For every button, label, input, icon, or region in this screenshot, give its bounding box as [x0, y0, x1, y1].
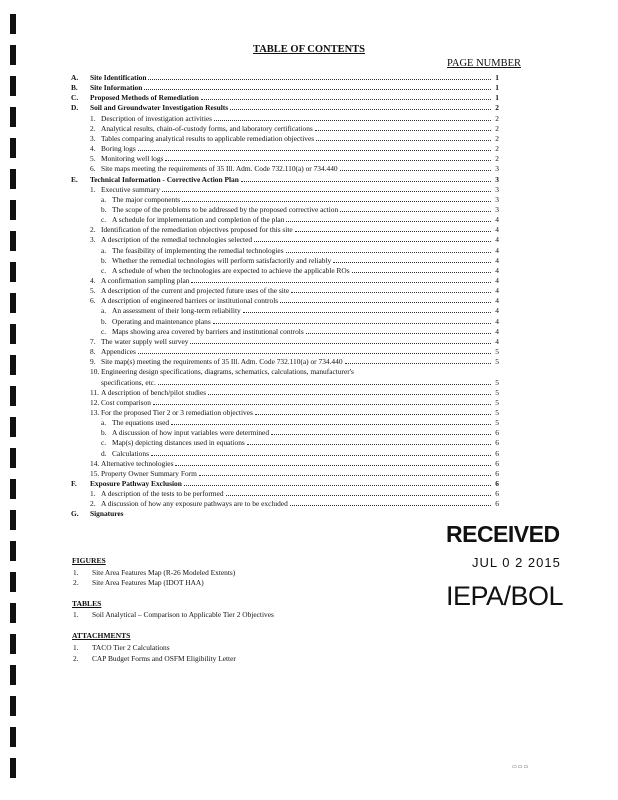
toc-dot-leader	[148, 79, 491, 80]
toc-entry	[71, 408, 499, 417]
toc-entry	[71, 327, 499, 336]
binder-hole-mark	[10, 200, 16, 220]
toc-entry-number: b.	[101, 204, 107, 214]
toc-entry-number: G.	[71, 509, 79, 519]
toc-entry-page: 5	[495, 418, 499, 428]
toc-entry-title: Property Owner Summary Form	[101, 468, 197, 478]
toc-entry-title: Operating and maintenance plans	[112, 316, 211, 326]
toc-entry-number: c.	[101, 265, 107, 275]
toc-entry-title: Whether the remedial technologies will perform satisfactorily and reliably	[112, 255, 332, 265]
tables-heading: TABLES	[72, 599, 102, 608]
toc-entry-title: The scope of the problems to be addressed by the proposed corrective action	[112, 204, 339, 214]
received-date: JUL 0 2 2015	[472, 555, 561, 570]
toc-entry-page: 6	[495, 479, 499, 488]
binder-hole-mark	[10, 169, 16, 189]
toc-entry	[71, 388, 499, 397]
toc-entry-page: 1	[495, 93, 499, 103]
toc-entry	[71, 256, 499, 265]
toc-entry-title: A description of engineered barriers or institutional controls	[101, 296, 279, 306]
toc-entry-number: 1.	[90, 489, 96, 499]
toc-entry	[71, 449, 499, 458]
toc-entry-number: a.	[101, 306, 107, 316]
toc-entry-number: 5.	[90, 154, 96, 164]
toc-entry-title: Site Identification	[90, 73, 147, 82]
toc-entry	[71, 459, 499, 468]
toc-entry	[71, 317, 499, 326]
toc-entry-title: Proposed Methods of Remediation	[90, 93, 199, 103]
toc-entry-title: Technical Information - Corrective Action Plan	[90, 174, 239, 184]
binder-hole-mark	[10, 231, 16, 251]
toc-entry	[71, 276, 499, 285]
toc-entry-page: 6	[495, 438, 499, 448]
toc-entry-title: A description of the tests to be performed	[101, 489, 224, 499]
binder-hole-mark	[10, 758, 16, 778]
toc-entry	[71, 337, 499, 346]
toc-entry-number: c.	[101, 438, 107, 448]
toc-entry-page: 2	[495, 144, 499, 154]
toc-entry-page: 6	[495, 458, 499, 468]
toc-entry-title: A description of bench/pilot studies	[101, 387, 207, 397]
toc-entry-page: 2	[495, 113, 499, 123]
toc-entry-title: Map(s) depicting distances used in equations	[112, 438, 245, 448]
toc-entry-number: 5.	[90, 286, 96, 296]
toc-dot-leader	[247, 444, 491, 445]
toc-entry-number: E.	[71, 174, 78, 184]
binder-hole-mark	[10, 324, 16, 344]
toc-entry-title: The feasibility of implementing the remedial technologies	[112, 245, 284, 255]
toc-entry-number: a.	[101, 194, 107, 204]
toc-dot-leader	[340, 170, 491, 171]
toc-entry-title: Site map(s) meeting the requirements of 35 Ill. Adm. Code 732.110(a) or 734.440	[101, 357, 343, 367]
toc-dot-leader	[208, 394, 491, 395]
toc-entry	[71, 134, 499, 143]
toc-entry-page: 4	[495, 225, 499, 235]
toc-dot-leader	[230, 109, 491, 110]
toc-entry-page: 3	[495, 164, 499, 174]
binder-hole-mark	[10, 417, 16, 437]
toc-dot-leader	[182, 201, 491, 202]
toc-dot-leader	[241, 181, 491, 182]
toc-entry-title: Site Information	[90, 83, 143, 93]
binder-hole-mark	[10, 14, 16, 34]
toc-entry	[71, 175, 499, 184]
toc-dot-leader	[201, 99, 491, 100]
toc-entry	[71, 499, 499, 508]
toc-entry-number: 2.	[90, 499, 96, 509]
toc-entry-page: 6	[495, 468, 499, 478]
toc-dot-leader	[153, 404, 491, 405]
toc-entry-page: 3	[495, 184, 499, 194]
toc-entry	[71, 114, 499, 123]
toc-entry-number: 2.	[90, 225, 96, 235]
toc-dot-leader	[144, 89, 491, 90]
toc-entry-number: b.	[101, 316, 107, 326]
toc-entry-page: 4	[495, 265, 499, 275]
toc-entry-number: B.	[71, 83, 78, 93]
toc-entry-title: The water supply well survey	[101, 336, 189, 346]
toc-entry-number: 15.	[90, 468, 100, 478]
toc-entry	[71, 398, 499, 407]
toc-entry	[71, 246, 499, 255]
toc-entry-title: Engineering design specifications, diagrams, schematics, calculations, manufacturer's	[101, 367, 354, 377]
toc-entry-page: 5	[495, 347, 499, 357]
page-footer-mark: ▭▭▭	[512, 765, 530, 770]
toc-dot-leader	[315, 130, 491, 131]
toc-entry-page: 4	[495, 215, 499, 225]
toc-dot-leader	[171, 424, 491, 425]
toc-entry-title: Soil and Groundwater Investigation Results	[90, 103, 229, 113]
toc-dot-leader	[306, 333, 491, 334]
toc-dot-leader	[280, 302, 491, 303]
toc-entry	[71, 489, 499, 498]
toc-entry-page: 6	[495, 489, 499, 499]
toc-entry-number: A.	[71, 73, 79, 82]
toc-dot-leader	[162, 191, 491, 192]
toc-entry	[71, 215, 499, 224]
toc-dot-leader	[340, 211, 491, 212]
attachment-item-num: 1.	[73, 643, 79, 652]
toc-entry	[71, 154, 499, 163]
toc-entry	[71, 306, 499, 315]
toc-dot-leader	[138, 150, 491, 151]
toc-entry	[71, 195, 499, 204]
toc-entry-title: Appendices	[101, 347, 136, 357]
toc-entry-number: 4.	[90, 144, 96, 154]
toc-entry-page: 5	[495, 387, 499, 397]
toc-entry	[71, 185, 499, 194]
toc-entry	[71, 235, 499, 244]
toc-entry	[71, 124, 499, 133]
toc-entry-number: a.	[101, 418, 107, 428]
toc-entry-number: 4.	[90, 276, 96, 285]
toc-entry-number: C.	[71, 93, 79, 103]
toc-entry	[71, 428, 499, 437]
toc-entry-number: a.	[101, 245, 107, 255]
toc-entry-title: A discussion of how input variables were determined	[112, 428, 270, 438]
toc-entry-page: 4	[495, 296, 499, 306]
toc-entry-number: c.	[101, 326, 107, 336]
binder-hole-mark	[10, 479, 16, 499]
toc-entry	[71, 347, 499, 356]
binder-hole-mark	[10, 634, 16, 654]
toc-entry	[71, 357, 499, 366]
toc-dot-leader	[243, 312, 491, 313]
binder-hole-mark	[10, 262, 16, 282]
toc-entry	[71, 73, 499, 82]
toc-entry-number: 11.	[90, 387, 99, 397]
toc-entry-title: A description of the remedial technologies selected	[101, 235, 253, 245]
toc-entry-number: 6.	[90, 164, 96, 174]
figure-item-num: 1.	[73, 568, 79, 577]
toc-entry-page: 4	[495, 286, 499, 296]
figures-heading: FIGURES	[72, 556, 106, 565]
toc-entry	[71, 296, 499, 305]
toc-entry-title: Calculations	[112, 448, 149, 458]
toc-entry-page: 2	[495, 133, 499, 143]
toc-entry-page: 6	[495, 448, 499, 458]
toc-entry-page: 3	[495, 194, 499, 204]
toc-entry-title: Boring logs	[101, 144, 136, 154]
toc-entry-page: 2	[495, 123, 499, 133]
toc-entry-title: A schedule for implementation and completion of the plan	[112, 215, 285, 225]
toc-entry-title: Monitoring well logs	[101, 154, 164, 164]
toc-entry	[71, 438, 499, 447]
toc-entry-page: 5	[495, 397, 499, 407]
attachment-item-text: TACO Tier 2 Calculations	[92, 643, 170, 652]
table-item-text: Soil Analytical – Comparison to Applicable Tier 2 Objectives	[92, 610, 274, 619]
toc-entry-title: Maps showing area covered by barriers and institutional controls	[112, 326, 304, 336]
toc-entry-number: d.	[101, 448, 107, 458]
toc-entry-page: 3	[495, 174, 499, 184]
received-stamp: RECEIVED	[446, 521, 560, 547]
toc-entry-title: A discussion of how any exposure pathways are to be excluded	[101, 499, 288, 509]
binder-hole-mark	[10, 510, 16, 530]
binder-hole-mark	[10, 355, 16, 375]
binder-hole-mark	[10, 696, 16, 716]
toc-dot-leader	[255, 414, 491, 415]
page-number-header: PAGE NUMBER	[447, 58, 522, 69]
toc-entry-number: 7.	[90, 336, 96, 346]
toc-entry-title: For the proposed Tier 2 or 3 remediation objectives	[101, 407, 253, 417]
page-title: TABLE OF CONTENTS	[252, 44, 366, 55]
toc-entry-page: 1	[495, 83, 499, 93]
binder-hole-mark	[10, 293, 16, 313]
binder-hole-mark	[10, 572, 16, 592]
binder-hole-mark	[10, 76, 16, 96]
toc-entry-page: 4	[495, 235, 499, 245]
toc-entry-page: 2	[495, 154, 499, 164]
figure-item-num: 2.	[73, 578, 79, 587]
toc-entry-page: 4	[495, 255, 499, 265]
toc-entry-number: 12.	[90, 397, 100, 407]
toc-entry	[71, 378, 499, 387]
toc-entry-page: 6	[495, 428, 499, 438]
toc-dot-leader	[199, 475, 491, 476]
toc-entry-page: 1	[495, 73, 499, 82]
toc-entry	[71, 479, 499, 488]
toc-entry-number: F.	[71, 479, 77, 488]
toc-entry-title: The major components	[112, 194, 181, 204]
toc-entry-number: 1.	[90, 113, 96, 123]
toc-entry-number: 14.	[90, 458, 100, 468]
toc-dot-leader	[151, 455, 491, 456]
toc-entry-title: The equations used	[112, 418, 170, 428]
toc-entry	[71, 103, 499, 112]
toc-dot-leader	[286, 252, 491, 253]
toc-dot-leader	[191, 282, 491, 283]
toc-entry-number: 1.	[90, 184, 96, 194]
toc-entry-number: 6.	[90, 296, 96, 306]
toc-entry-page: 4	[495, 326, 499, 336]
toc-entry-title: Executive summary	[101, 184, 160, 194]
figure-item-text: Site Area Features Map (IDOT HAA)	[92, 578, 204, 587]
toc-entry-number: 8.	[90, 347, 96, 357]
attachment-item-num: 2.	[73, 654, 79, 663]
toc-entry-number: c.	[101, 215, 107, 225]
toc-entry-number: b.	[101, 428, 107, 438]
toc-entry-page: 4	[495, 245, 499, 255]
toc-entry-number: 10.	[90, 367, 100, 377]
toc-entry-number: b.	[101, 255, 107, 265]
toc-dot-leader	[138, 353, 491, 354]
toc-entry-number: 13.	[90, 407, 100, 417]
toc-dot-leader	[286, 221, 491, 222]
toc-entry-page: 5	[495, 377, 499, 387]
toc-entry-number: D.	[71, 103, 79, 113]
toc-entry	[71, 144, 499, 153]
toc-entry-title: Site maps meeting the requirements of 35 Ill. Adm. Code 732.110(a) or 734.440	[101, 164, 338, 174]
toc-dot-leader	[316, 140, 491, 141]
toc-entry-page: 2	[495, 103, 499, 113]
binder-hole-mark	[10, 665, 16, 685]
toc-dot-leader	[345, 363, 491, 364]
binder-hole-mark	[10, 448, 16, 468]
binder-hole-mark	[10, 727, 16, 747]
toc-dot-leader	[290, 505, 491, 506]
toc-entry-title: A confirmation sampling plan	[101, 276, 190, 285]
toc-entry-title: A schedule of when the technologies are expected to achieve the applicable ROs	[112, 265, 350, 275]
toc-entry-page: 5	[495, 357, 499, 367]
toc-entry	[71, 83, 499, 92]
toc-entry-title: A description of the current and projected future uses of the site	[101, 286, 290, 296]
toc-dot-leader	[190, 343, 491, 344]
toc-entry	[71, 469, 499, 478]
binder-hole-mark	[10, 541, 16, 561]
toc-entry-title: Signatures	[90, 509, 124, 519]
toc-entry-number: 2.	[90, 123, 96, 133]
toc-entry-title: Alternative technologies	[101, 458, 174, 468]
toc-entry-page: 4	[495, 316, 499, 326]
toc-dot-leader	[175, 465, 491, 466]
binder-hole-mark	[10, 107, 16, 127]
toc-entry-page: 5	[495, 407, 499, 417]
toc-entry	[71, 266, 499, 275]
toc-entry-title: Tables comparing analytical results to applicable remediation objectives	[101, 133, 315, 143]
binder-hole-mark	[10, 603, 16, 623]
toc-dot-leader	[165, 160, 491, 161]
toc-entry-title: Description of investigation activities	[101, 113, 213, 123]
toc-dot-leader	[352, 272, 491, 273]
toc-entry	[71, 509, 499, 518]
toc-dot-leader	[226, 495, 491, 496]
toc-entry-page: 4	[495, 306, 499, 316]
toc-dot-leader	[184, 485, 491, 486]
toc-dot-leader	[213, 323, 491, 324]
toc-entry	[71, 225, 499, 234]
toc-entry-title: Exposure Pathway Exclusion	[90, 479, 182, 488]
binder-hole-mark	[10, 386, 16, 406]
toc-dot-leader	[333, 262, 491, 263]
toc-entry	[71, 205, 499, 214]
toc-entry-number: 3.	[90, 235, 96, 245]
toc-entry-title: An assessment of their long-term reliability	[112, 306, 241, 316]
toc-dot-leader	[291, 292, 491, 293]
toc-dot-leader	[295, 231, 491, 232]
toc-entry	[71, 418, 499, 427]
toc-entry	[71, 164, 499, 173]
toc-entry-number: 9.	[90, 357, 96, 367]
toc-entry	[71, 367, 499, 376]
received-agency: IEPA/BOL	[446, 581, 564, 611]
toc-dot-leader	[271, 434, 491, 435]
figure-item-text: Site Area Features Map (R-26 Modeled Extents)	[92, 568, 236, 577]
attachment-item-text: CAP Budget Forms and OSFM Eligibility Letter	[92, 654, 236, 663]
toc-dot-leader	[158, 384, 491, 385]
attachments-heading: ATTACHMENTS	[72, 631, 131, 640]
table-item-num: 1.	[73, 610, 79, 619]
toc-entry	[71, 93, 499, 102]
toc-entry-number: 3.	[90, 133, 96, 143]
binder-hole-mark	[10, 138, 16, 158]
toc-entry-title: Analytical results, chain-of-custody forms, and laboratory certifications	[101, 123, 313, 133]
toc-entry	[71, 286, 499, 295]
toc-entry-page: 4	[495, 276, 499, 285]
toc-entry-title: Identification of the remediation objectives proposed for this site	[101, 225, 293, 235]
toc-entry-title: specifications, etc.	[101, 377, 156, 387]
toc-entry-page: 3	[495, 204, 499, 214]
toc-dot-leader	[254, 241, 491, 242]
toc-entry-page: 4	[495, 336, 499, 346]
toc-entry-title: Cost comparison	[101, 397, 151, 407]
toc-dot-leader	[214, 120, 491, 121]
toc-entry-page: 6	[495, 499, 499, 509]
